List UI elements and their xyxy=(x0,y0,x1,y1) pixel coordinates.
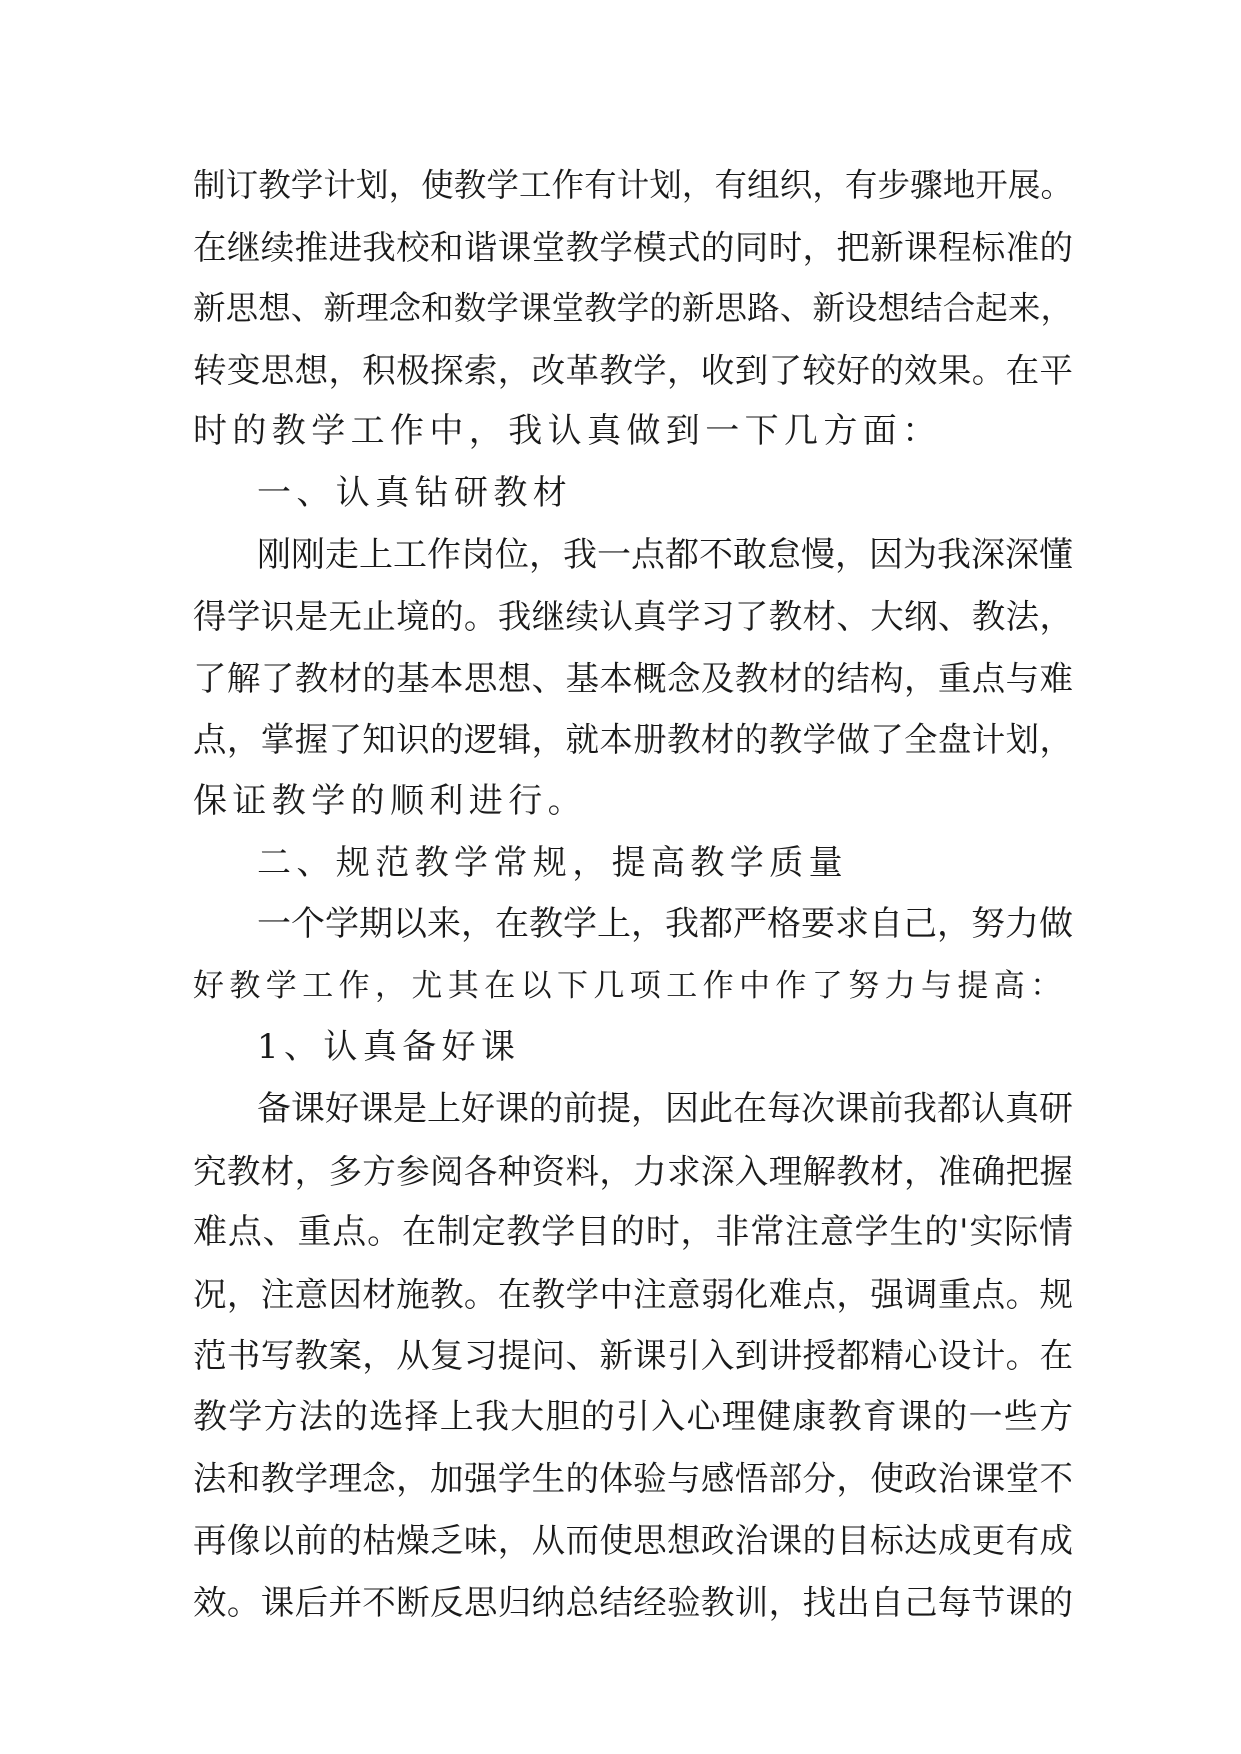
text-line: 1、认真备好课 xyxy=(257,1027,521,1068)
text-line: 况，注意因材施教。在教学中注意弱化难点，强调重点。规 xyxy=(193,1274,1073,1314)
text-line: 法和教学理念，加强学生的体验与感悟部分，使政治课堂不 xyxy=(193,1459,1073,1499)
text-line: 制订教学计划，使教学工作有计划，有组织，有步骤地开展。 xyxy=(193,166,1073,204)
text-line: 转变思想，积极探索，改革教学，收到了较好的效果。在平 xyxy=(193,350,1073,390)
text-line: 新思想、新理念和数学课堂教学的新思路、新设想结合起来， xyxy=(193,289,1073,328)
text-line: 究教材，多方参阅各种资料，力求深入理解教材，准确把握 xyxy=(193,1151,1073,1191)
text-line: 备课好课是上好课的前提，因此在每次课前我都认真研 xyxy=(257,1088,1073,1129)
text-line: 时的教学工作中，我认真做到一下几方面： xyxy=(193,411,942,452)
text-line: 在继续推进我校和谐课堂教学模式的同时，把新课程标准的 xyxy=(193,227,1073,267)
text-line: 一个学期以来，在教学上，我都严格要求自己，努力做 xyxy=(257,904,1073,945)
text-line: 范书写教案，从复习提问、新课引入到讲授都精心设计。在 xyxy=(193,1336,1073,1376)
text-line: 刚刚走上工作岗位，我一点都不敢怠慢，因为我深深懂 xyxy=(257,534,1073,575)
text-line: 二、规范教学常规，提高教学质量 xyxy=(257,842,848,883)
body-text xyxy=(193,155,1073,1633)
text-line: 难点、重点。在制定教学目的时，非常注意学生的'实际情 xyxy=(193,1212,1073,1253)
text-line: 点，掌握了知识的逻辑，就本册教材的教学做了全盘计划， xyxy=(193,720,1073,760)
text-line: 一、认真钻研教材 xyxy=(257,472,573,513)
text-line: 保证教学的顺利进行。 xyxy=(193,780,587,821)
text-line: 了解了教材的基本思想、基本概念及教材的结构，重点与难 xyxy=(193,658,1073,698)
text-line: 得学识是无止境的。我继续认真学习了教材、大纲、教法， xyxy=(193,597,1073,637)
text-line: 效。课后并不断反思归纳总结经验教训，找出自己每节课的 xyxy=(193,1582,1073,1622)
text-line: 教学方法的选择上我大胆的引入心理健康教育课的一些方 xyxy=(193,1396,1073,1437)
text-line: 好教学工作，尤其在以下几项工作中作了努力与提高： xyxy=(193,967,1067,1004)
text-line: 再像以前的枯燥乏味，从而使思想政治课的目标达成更有成 xyxy=(193,1521,1073,1561)
